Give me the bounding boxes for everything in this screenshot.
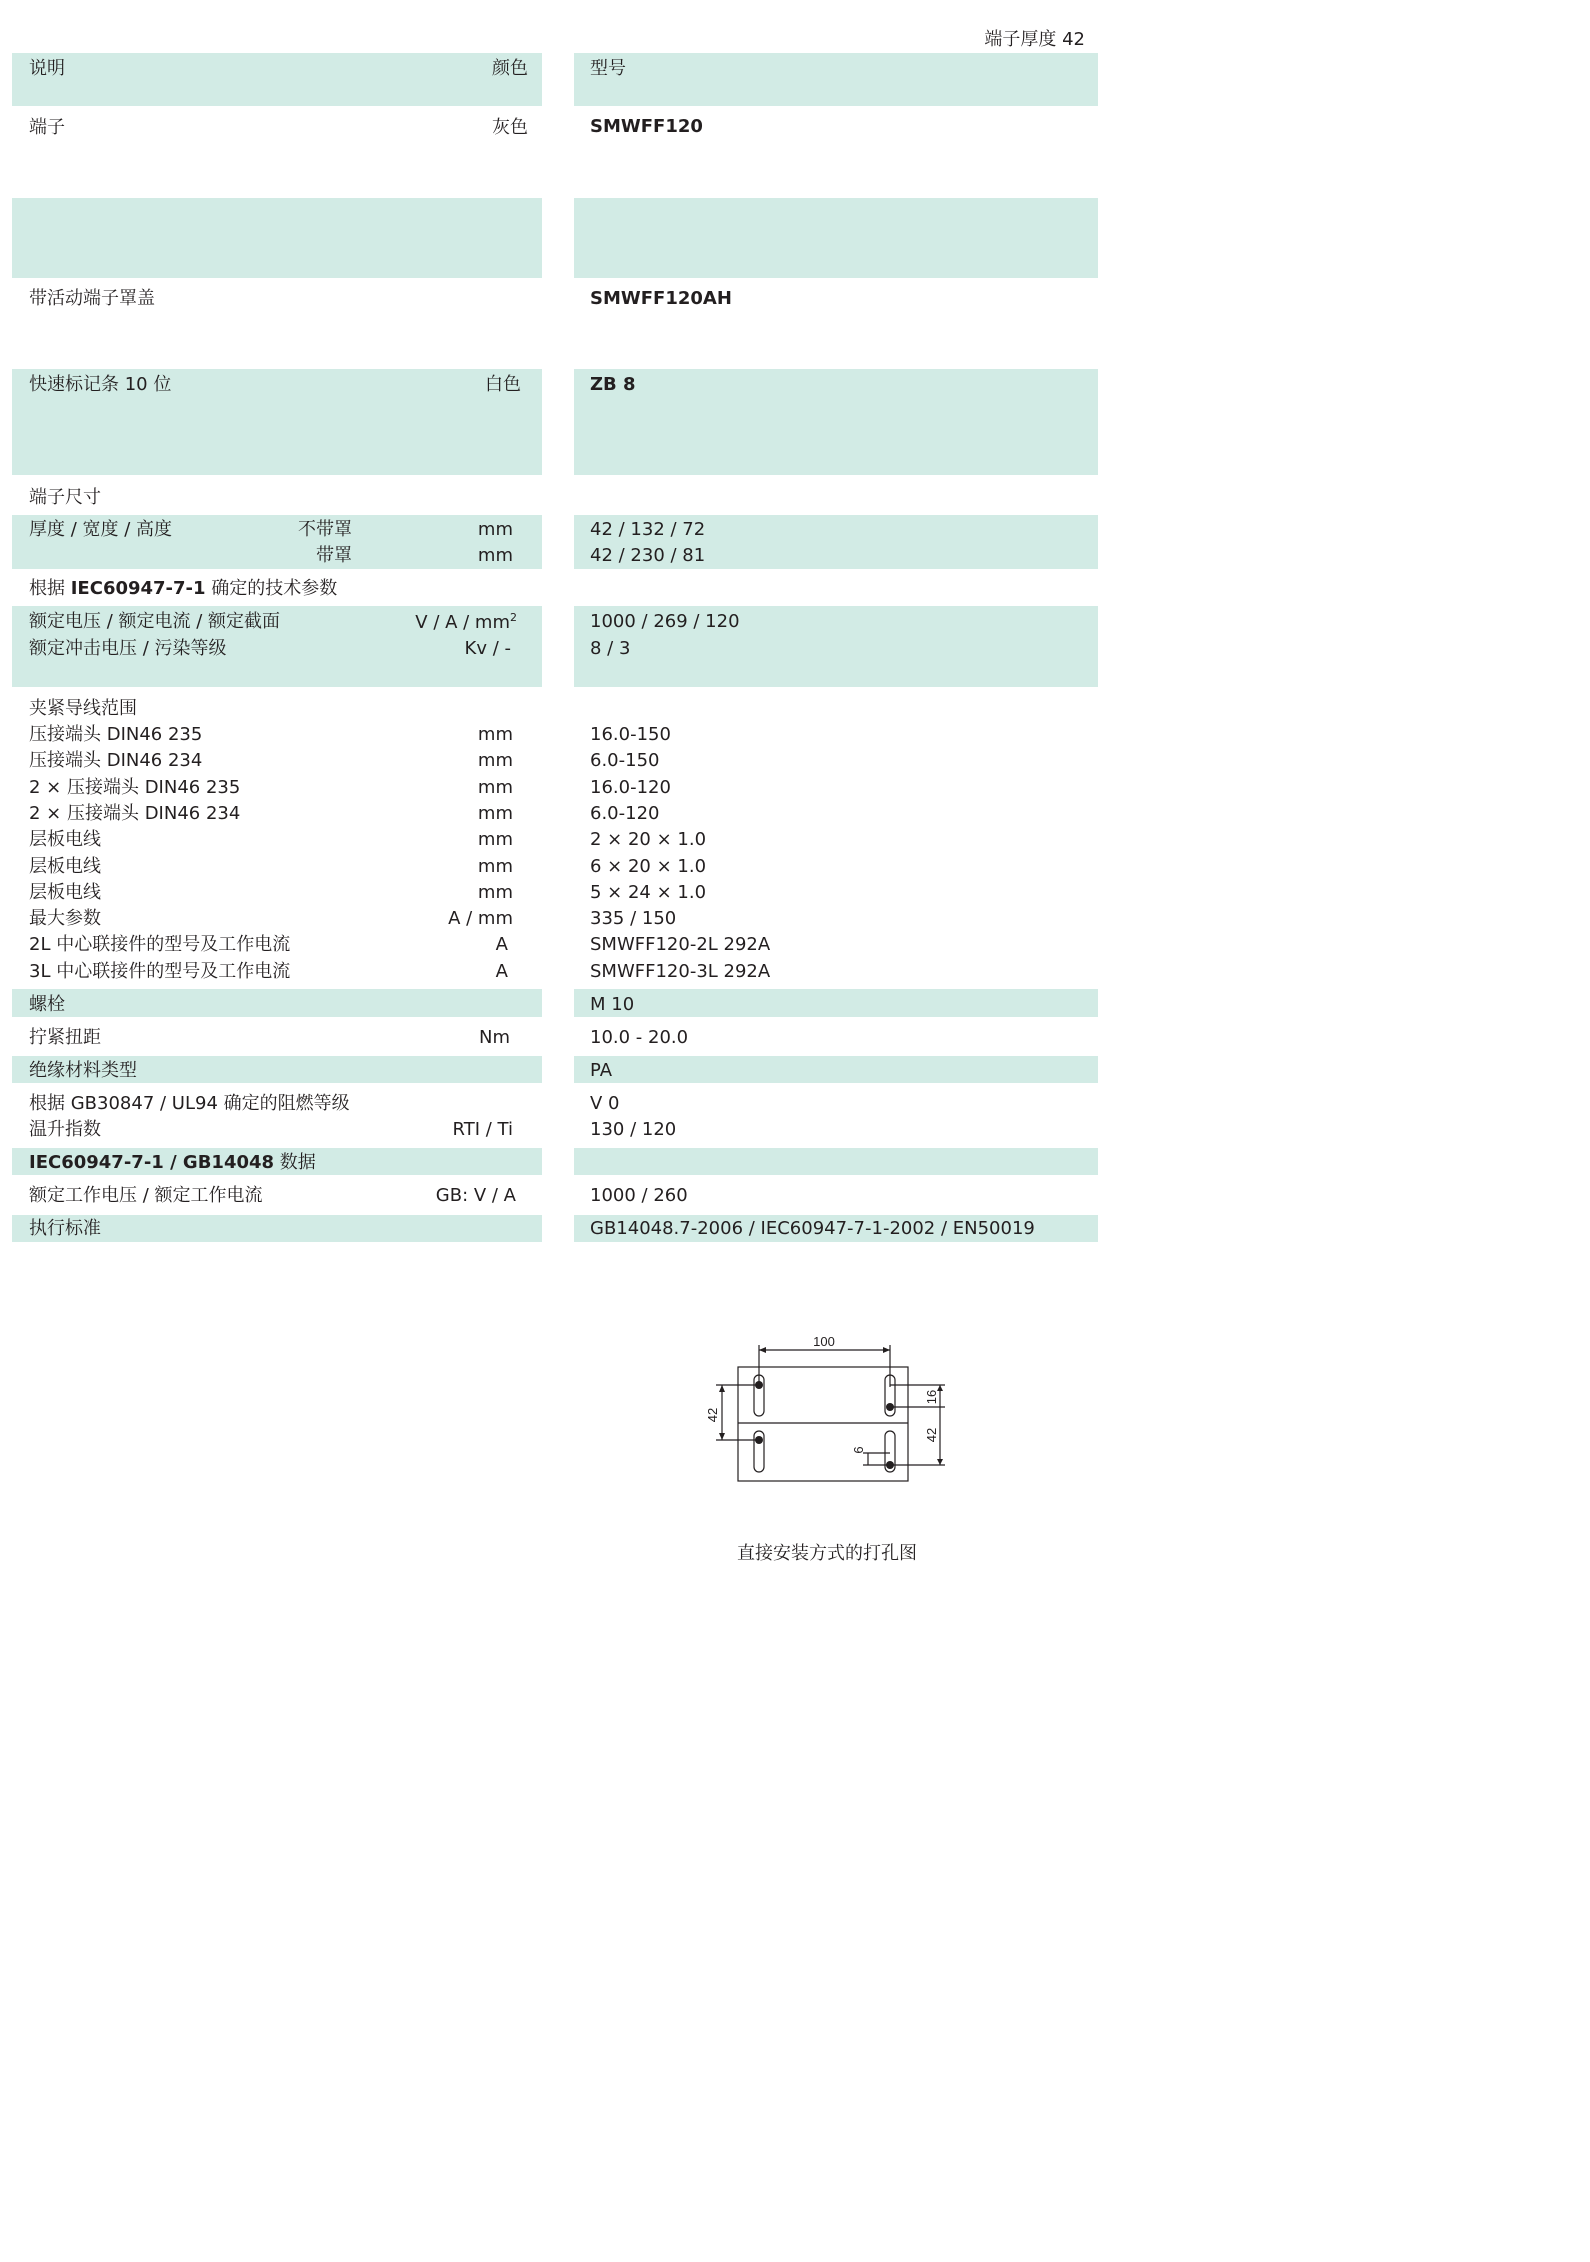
product-cover-model: SMWFF120AH: [590, 288, 732, 309]
standard-value: GB14048.7-2006 / IEC60947-7-1-2002 / EN50019: [590, 1218, 1035, 1239]
impulse-voltage-label: 额定冲击电压 / 污染等级: [29, 638, 227, 659]
clamping-row-value: 6.0-120: [590, 803, 660, 824]
product-marker-model: ZB 8: [590, 374, 636, 395]
product-cover-desc: 带活动端子罩盖: [29, 288, 155, 309]
dim-offset-label: 16: [924, 1389, 939, 1405]
clamping-row-unit: mm: [477, 829, 513, 850]
insulation-band-right: [574, 1056, 1098, 1083]
clamping-row-value: 16.0-150: [590, 724, 671, 745]
clamping-row-unit: mm: [477, 856, 513, 877]
hole-marker-bottom-left: [755, 1436, 763, 1444]
impulse-voltage-value: 8 / 3: [590, 638, 631, 659]
standard-label: 执行标准: [29, 1218, 101, 1239]
dimensions-unit-with: mm: [477, 545, 513, 566]
gb-suffix: 数据: [274, 1152, 316, 1173]
flammability-label: 根据 GB30847 / UL94 确定的阻燃等级: [29, 1093, 350, 1114]
rated-voltage-value: 1000 / 269 / 120: [590, 611, 740, 632]
bolt-value: M 10: [590, 994, 635, 1015]
arrow-width-left: [759, 1347, 766, 1353]
hole-marker-top-left: [755, 1381, 763, 1389]
clamping-row-label: 最大参数: [29, 908, 101, 929]
clamping-row-label: 层板电线: [29, 882, 101, 903]
clamping-row-label: 压接端头 DIN46 234: [29, 750, 203, 771]
iec-prefix: 根据: [29, 578, 71, 599]
clamping-row-label: 2L 中心联接件的型号及工作电流: [29, 934, 291, 955]
dimensions-value-without: 42 / 132 / 72: [590, 519, 706, 540]
rated-voltage-label: 额定电压 / 额定电流 / 额定截面: [29, 611, 281, 632]
clamping-row-value: 6 × 20 × 1.0: [590, 856, 707, 877]
clamping-row-label: 压接端头 DIN46 235: [29, 724, 203, 745]
arrow-left-bottom: [719, 1433, 725, 1440]
rated-voltage-unit-text: V / A / mm: [415, 612, 510, 633]
torque-value: 10.0 - 20.0: [590, 1027, 689, 1048]
arrow-left-top: [719, 1385, 725, 1392]
product-marker-desc: 快速标记条 10 位: [29, 374, 172, 395]
bolt-label: 螺栓: [29, 994, 65, 1015]
rated-voltage-unit: [415, 612, 517, 632]
column-color: 颜色: [492, 58, 528, 79]
gb-section-title: [29, 1154, 316, 1172]
gb-rating-unit: GB: V / A: [435, 1185, 516, 1206]
clamping-row-label: 2 × 压接端头 DIN46 234: [29, 803, 241, 824]
product-terminal-model: SMWFF120: [590, 116, 703, 137]
clamping-row-value: 5 × 24 × 1.0: [590, 882, 707, 903]
terminal-thickness-note: 端子厚度 42: [984, 29, 1085, 50]
dim-height-right-label: 42: [924, 1427, 939, 1443]
insulation-value: PA: [590, 1060, 613, 1081]
without-cover-label: 不带罩: [298, 519, 352, 540]
empty-band-right: [574, 198, 1098, 278]
drilling-diagram: [700, 1325, 960, 1505]
with-cover-label: 带罩: [316, 545, 352, 566]
clamping-row-unit: A / mm: [448, 908, 513, 929]
clamping-row-value: SMWFF120-2L 292A: [590, 934, 771, 955]
insulation-label: 绝缘材料类型: [29, 1060, 137, 1081]
clamping-row-value: 6.0-150: [590, 750, 660, 771]
header-band-right: [574, 53, 1098, 106]
temperature-value: 130 / 120: [590, 1119, 677, 1140]
gb-rating-label: 额定工作电压 / 额定工作电流: [29, 1185, 263, 1206]
product-terminal-color: 灰色: [492, 117, 528, 138]
iec-suffix: 确定的技术参数: [205, 578, 338, 599]
impulse-voltage-unit: Kv / -: [464, 638, 511, 659]
hole-marker-bottom-right: [886, 1461, 894, 1469]
clamping-row-unit: mm: [477, 750, 513, 771]
header-band-left: [12, 53, 542, 106]
temperature-unit: RTI / Ti: [452, 1119, 513, 1140]
torque-unit: Nm: [479, 1027, 510, 1048]
clamping-row-value: 16.0-120: [590, 777, 671, 798]
clamping-row-label: 层板电线: [29, 829, 101, 850]
clamping-row-unit: A: [495, 961, 508, 982]
temperature-label: 温升指数: [29, 1119, 101, 1140]
gb-standards: IEC60947-7-1 / GB14048: [29, 1152, 275, 1173]
clamping-row-unit: mm: [477, 882, 513, 903]
iec-section-title: [29, 580, 337, 598]
empty-band-left: [12, 198, 542, 278]
torque-label: 拧紧扭距: [29, 1027, 101, 1048]
clamping-row-unit: mm: [477, 777, 513, 798]
arrow-width-right: [883, 1347, 890, 1353]
clamping-row-value: SMWFF120-3L 292A: [590, 961, 771, 982]
clamping-row-unit: mm: [477, 724, 513, 745]
gb-rating-value: 1000 / 260: [590, 1185, 688, 1206]
product-terminal-desc: 端子: [29, 117, 65, 138]
clamping-row-label: 2 × 压接端头 DIN46 235: [29, 777, 241, 798]
dimensions-section-title: 端子尺寸: [29, 487, 101, 508]
bolt-band-left: [12, 989, 542, 1017]
clamping-row-value: 335 / 150: [590, 908, 677, 929]
rated-voltage-unit-sup: 2: [510, 611, 517, 624]
clamping-row-value: 2 × 20 × 1.0: [590, 829, 707, 850]
clamping-row-unit: A: [495, 934, 508, 955]
flammability-value: V 0: [590, 1093, 620, 1114]
hole-marker-top-right: [886, 1403, 894, 1411]
dimensions-unit-without: mm: [477, 519, 513, 540]
clamping-row-label: 层板电线: [29, 856, 101, 877]
column-model: 型号: [590, 58, 626, 79]
dim-height-left-label: 42: [705, 1407, 720, 1423]
dimensions-value-with: 42 / 230 / 81: [590, 545, 706, 566]
drilling-caption: 直接安装方式的打孔图: [737, 1543, 917, 1564]
marker-band-right: [574, 369, 1098, 475]
clamping-row-label: 3L 中心联接件的型号及工作电流: [29, 961, 291, 982]
bolt-band-right: [574, 989, 1098, 1017]
iec-standard: IEC60947-7-1: [70, 578, 206, 599]
column-description: 说明: [29, 58, 65, 79]
clamping-row-unit: mm: [477, 803, 513, 824]
gb-band-right: [574, 1148, 1098, 1175]
clamping-title: 夹紧导线范围: [29, 698, 137, 719]
dimensions-label: 厚度 / 宽度 / 高度: [29, 519, 173, 540]
product-marker-color: 白色: [485, 374, 521, 395]
dim-small-label: 6: [851, 1446, 866, 1454]
arrow-right-bottom: [937, 1459, 943, 1465]
dim-width-label: 100: [813, 1334, 835, 1349]
